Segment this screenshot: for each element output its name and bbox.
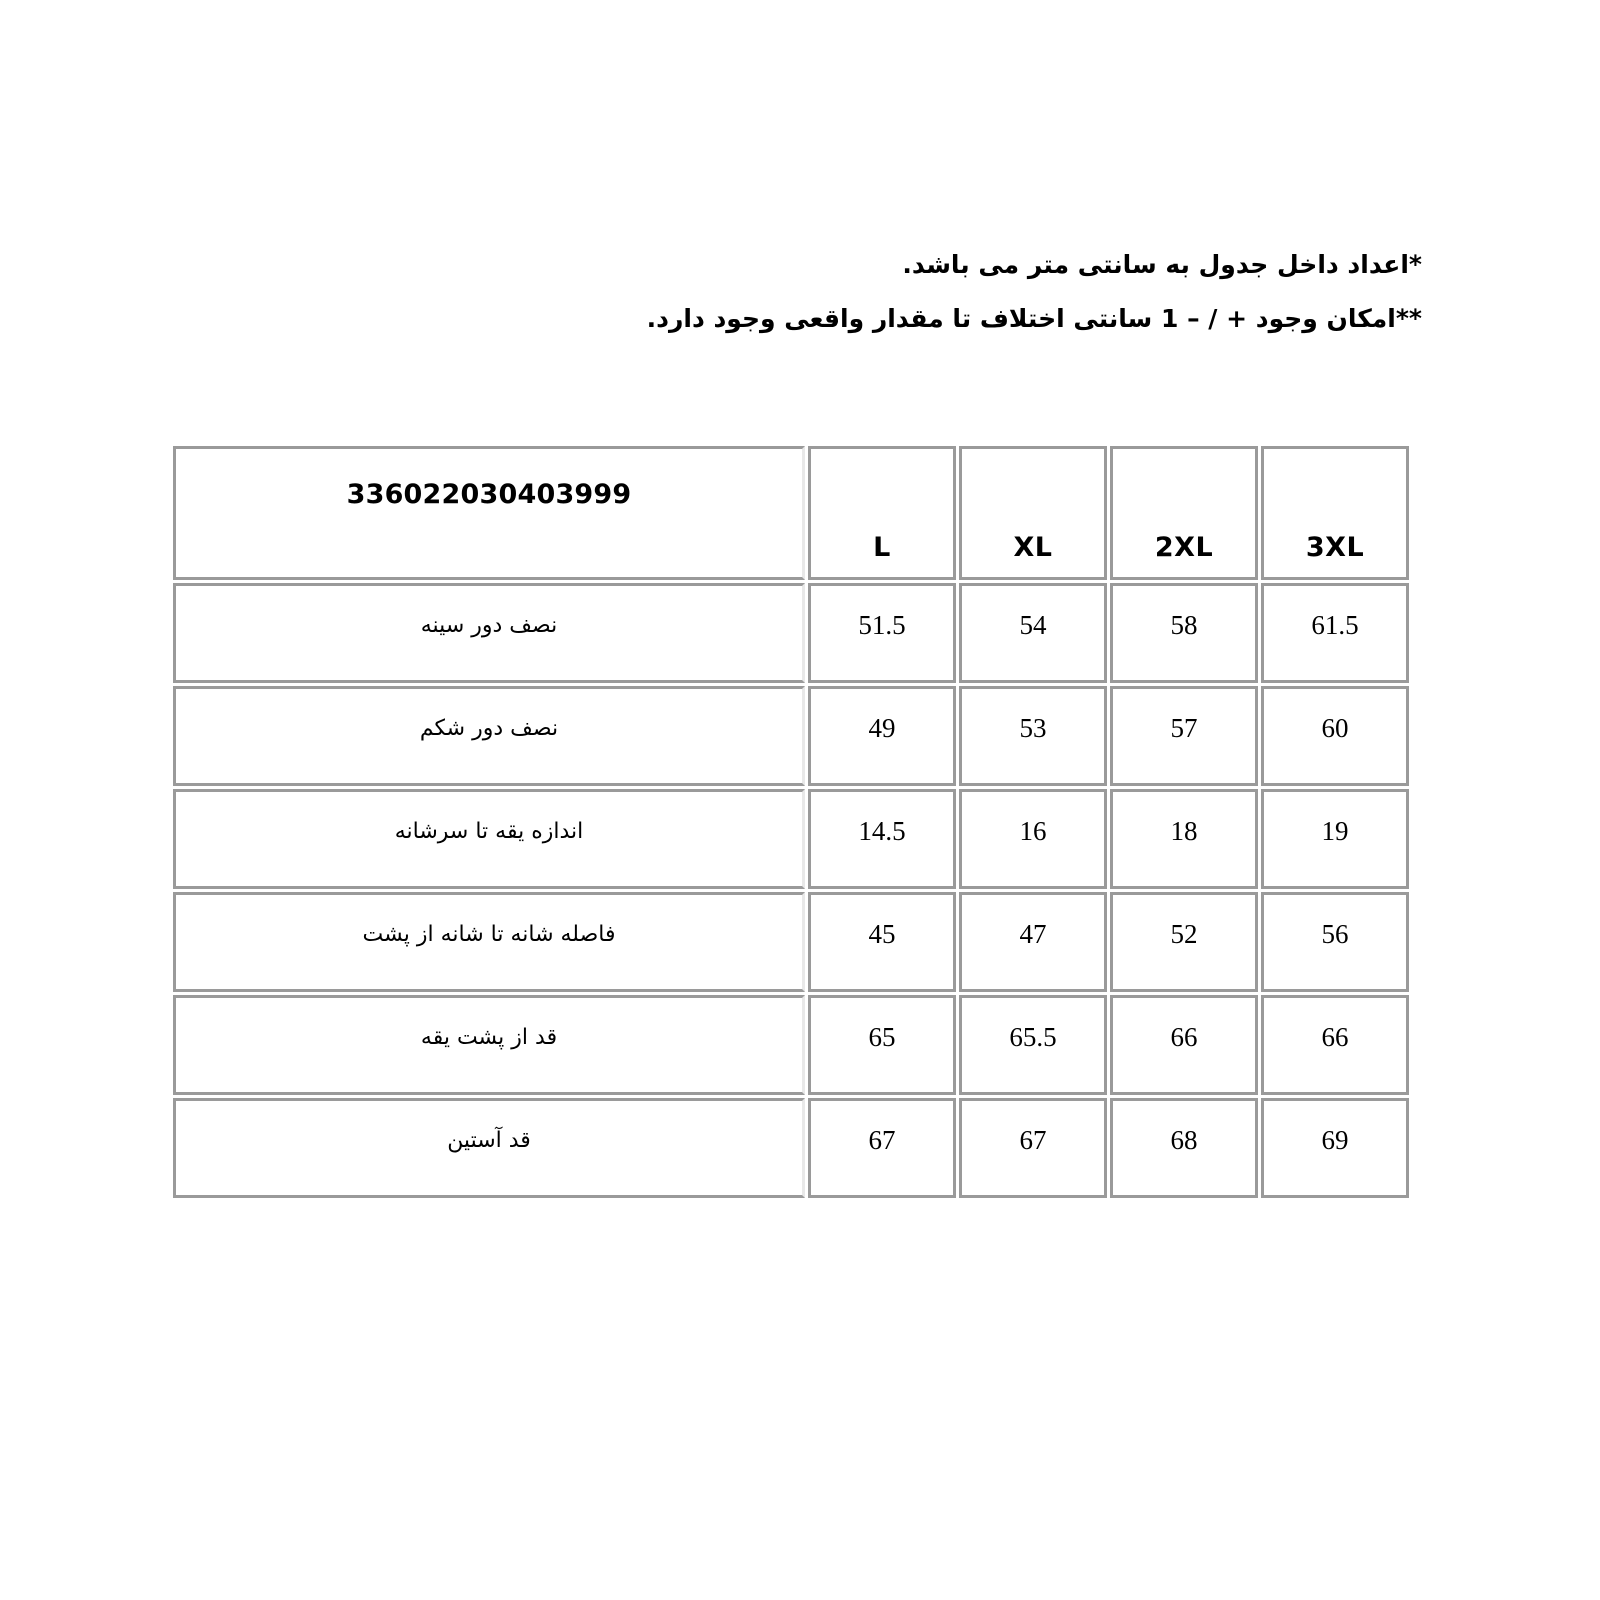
- measurement-value: 51.5: [858, 610, 906, 640]
- size-header-label: L: [873, 532, 891, 563]
- note-line-units: *اعداد داخل جدول به سانتی متر می باشد.: [902, 250, 1422, 279]
- measurement-value-cell: [808, 686, 956, 786]
- measurement-label: اندازه یقه تا سرشانه: [394, 819, 584, 844]
- size-chart-table: [170, 443, 1412, 1201]
- measurement-value: 58: [1170, 610, 1198, 640]
- measurement-value: 14.5: [858, 816, 906, 846]
- measurement-value-cell: [808, 892, 956, 992]
- header-cell-size-xl: [959, 446, 1107, 580]
- measurement-value: 65.5: [1009, 1022, 1057, 1052]
- measurement-value: 69: [1321, 1125, 1349, 1155]
- measurement-label: نصف دور سینه: [420, 613, 558, 638]
- measurement-label: قد آستین: [447, 1128, 531, 1153]
- size-header-label: 2XL: [1154, 532, 1214, 563]
- note-line-tolerance: **امکان وجود + / – 1 سانتی اختلاف تا مقدار واقعی وجود دارد.: [646, 304, 1422, 333]
- notes-block: [0, 238, 1422, 346]
- measurement-value: 67: [868, 1125, 896, 1155]
- measurement-value: 52: [1170, 919, 1198, 949]
- table-header-row: [173, 446, 1409, 580]
- measurement-value-cell: [1110, 789, 1258, 889]
- measurement-value: 61.5: [1311, 610, 1359, 640]
- measurement-value: 60: [1321, 713, 1349, 743]
- measurement-value: 66: [1321, 1022, 1349, 1052]
- measurement-value: 45: [868, 919, 896, 949]
- measurement-label-cell: [173, 789, 805, 889]
- measurement-value: 49: [868, 713, 896, 743]
- measurement-value-cell: [808, 995, 956, 1095]
- measurement-value-cell: [959, 686, 1107, 786]
- measurement-label: قد از پشت یقه: [420, 1025, 558, 1050]
- measurement-value-cell: [959, 1098, 1107, 1198]
- measurement-value-cell: [1261, 686, 1409, 786]
- measurement-value-cell: [1110, 892, 1258, 992]
- measurement-value-cell: [1110, 995, 1258, 1095]
- measurement-label: فاصله شانه تا شانه از پشت: [362, 922, 616, 947]
- measurement-value-cell: [808, 789, 956, 889]
- measurement-value-cell: [1261, 789, 1409, 889]
- measurement-value-cell: [1110, 1098, 1258, 1198]
- measurement-label-cell: [173, 995, 805, 1095]
- table-row: [173, 686, 1409, 786]
- measurement-value: 68: [1170, 1125, 1198, 1155]
- measurement-value: 47: [1019, 919, 1047, 949]
- measurement-value-cell: [1110, 583, 1258, 683]
- header-cell-size-l: [808, 446, 956, 580]
- measurement-value: 57: [1170, 713, 1198, 743]
- table-row: [173, 892, 1409, 992]
- header-cell-size-2xl: [1110, 446, 1258, 580]
- measurement-value-cell: [1261, 1098, 1409, 1198]
- table-row: [173, 995, 1409, 1095]
- measurement-value-cell: [959, 583, 1107, 683]
- measurement-value: 67: [1019, 1125, 1047, 1155]
- measurement-value: 53: [1019, 713, 1047, 743]
- measurement-label-cell: [173, 892, 805, 992]
- header-cell-size-3xl: [1261, 446, 1409, 580]
- measurement-value-cell: [1261, 995, 1409, 1095]
- size-header-label: XL: [1013, 532, 1053, 563]
- measurement-label-cell: [173, 686, 805, 786]
- header-cell-product-code: [173, 446, 805, 580]
- measurement-value-cell: [1261, 892, 1409, 992]
- measurement-label-cell: [173, 583, 805, 683]
- measurement-value-cell: [959, 995, 1107, 1095]
- measurement-value-cell: [808, 1098, 956, 1198]
- measurement-label: نصف دور شکم: [419, 716, 559, 741]
- measurement-value-cell: [1110, 686, 1258, 786]
- measurement-value: 56: [1321, 919, 1349, 949]
- measurement-label-cell: [173, 1098, 805, 1198]
- size-chart-table-container: [176, 443, 1412, 1201]
- size-header-label: 3XL: [1305, 532, 1365, 563]
- measurement-value-cell: [959, 789, 1107, 889]
- measurement-value: 16: [1019, 816, 1047, 846]
- table-row: [173, 583, 1409, 683]
- measurement-value-cell: [808, 583, 956, 683]
- table-row: [173, 789, 1409, 889]
- measurement-value-cell: [1261, 583, 1409, 683]
- product-code: 336022030403999: [346, 479, 632, 510]
- measurement-value: 65: [868, 1022, 896, 1052]
- measurement-value: 18: [1170, 816, 1198, 846]
- table-row: [173, 1098, 1409, 1198]
- measurement-value-cell: [959, 892, 1107, 992]
- measurement-value: 54: [1019, 610, 1047, 640]
- measurement-value: 19: [1321, 816, 1349, 846]
- measurement-value: 66: [1170, 1022, 1198, 1052]
